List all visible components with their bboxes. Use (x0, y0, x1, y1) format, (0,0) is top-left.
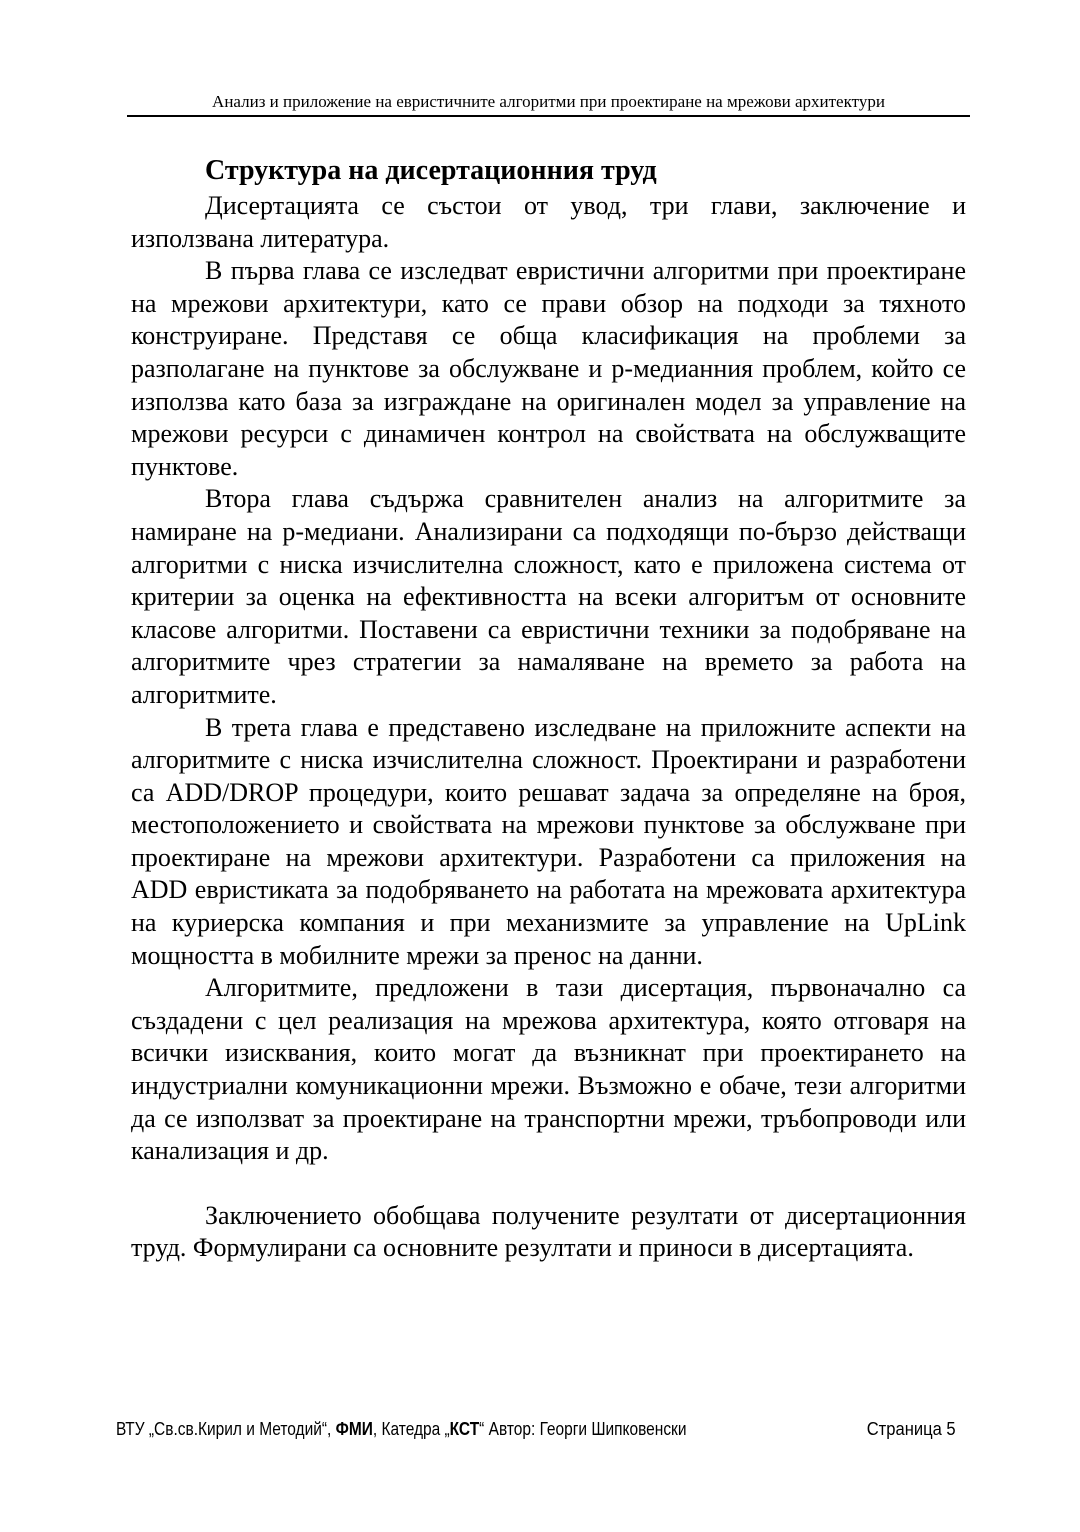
footer-faculty: ФМИ (335, 1419, 373, 1439)
running-header (127, 91, 970, 117)
footer-dept-suffix: “ (479, 1419, 489, 1439)
footer-page-number: Страница 5 (867, 1419, 956, 1439)
footer-department: КСТ (449, 1419, 480, 1439)
main-content (131, 152, 966, 1265)
paragraph-conclusion: Заключението обобщава получените резултати от дисертационния труд. Формулирани са основните резултати и приноси в дисертацията. (131, 1200, 966, 1263)
footer-author: Автор: Георги Шипковенски (488, 1419, 687, 1439)
footer-affiliation (116, 1416, 686, 1442)
footer-university: ВТУ „Св.св.Кирил и Методий“, (116, 1419, 336, 1439)
page-footer (116, 1416, 956, 1442)
paragraph-gap (131, 1168, 966, 1200)
paragraph-chapter-two: Втора глава съдържа сравнителен анализ на алгоритмите за намиране на p-медиани. Анализирани са подходящи по-бързо действащи алгоритми с ниска изчислителна сложност, като е приложена система от критерии за оценка на ефективността на всеки алгоритъм от основните класове алгоритми. Поставени са евристични техники за подобряване на алгоритмите чрез стратегии за намаляване на времето за работа на алгоритмите. (131, 484, 966, 709)
footer-dept-prefix: , Катедра „ (372, 1419, 450, 1439)
paragraph-structure: Дисертацията се състои от увод, три глави, заключение и използвана литература. (131, 191, 966, 253)
running-header-title: Анализ и приложение на евристичните алгоритми при проектиране на мрежови архитектури (212, 92, 885, 111)
paragraph-chapter-three: В трета глава е представено изследване на приложните аспекти на алгоритмите с ниска изчислителна сложност. Проектирани и разработени са ADD/DROP процедури, които решават задача за определяне на броя, местоположението и свойствата на мрежови пунктове за обслужване при проектиране на мрежови архитектури. Разработени са приложения на ADD евристиката за подобряването на работата на мрежовата архитектура на куриерска компания и при механизмите за управление на UpLink мощността в мобилните мрежи за пренос на данни. (131, 712, 966, 970)
paragraph-algorithms: Алгоритмите, предложени в тази дисертация, първоначално са създадени с цел реализация на мрежова архитектура, която отговаря на всички изисквания, които могат да възникнат при проектирането на индустриални комуникационни мрежи. Възможно е обаче, тези алгоритми да се използват за проектиране на транспортни мрежи, тръбопроводи или канализация и др. (131, 973, 966, 1166)
paragraph-chapter-one: В първа глава се изследват евристични алгоритми при проектиране на мрежови архитектури, като се прави обзор на подходи за тяхното конструиране. Представя се обща класификация на проблеми за разполагане на пунктове за обслужване и p-медианния проблем, който се използва като база за изграждане на оригинален модел за управление на мрежови ресурси с динамичен контрол на свойствата на обслужващите пунктове. (131, 256, 966, 481)
section-title: Структура на дисертационния труд (205, 155, 657, 186)
